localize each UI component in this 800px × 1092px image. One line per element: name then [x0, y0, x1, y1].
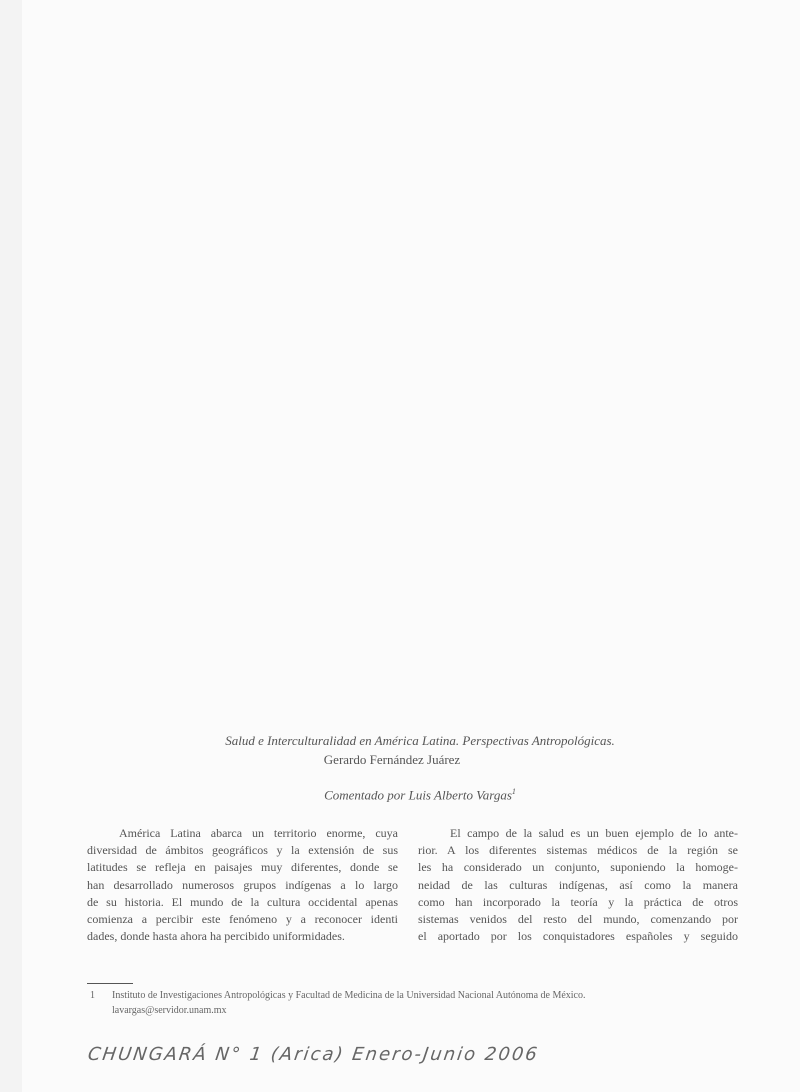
- text-line: les ha considerado un conjunto, suponiendo la homoge-: [418, 860, 738, 875]
- footnote-ref: 1: [511, 787, 516, 796]
- text-line: el aportado por los conquistadores españoles y seguido: [418, 929, 738, 944]
- article-author: Gerardo Fernández Juárez: [323, 752, 461, 767]
- text-line: como han incorporado la teoría y la práctica de otros: [418, 894, 738, 909]
- text-line: dades, donde hasta ahora ha percibido uniformidades.: [87, 929, 345, 944]
- text-line: diversidad de ámbitos geográficos y la extensión de sus: [87, 843, 398, 858]
- left-column: [87, 825, 398, 945]
- commentator-line: [20, 787, 800, 803]
- text-line: latitudes se refleja en paisajes muy diferentes, donde se: [87, 860, 398, 875]
- handwritten-note: CHUNGARÁ N° 1 (Arica) Enero-Junio 2006: [86, 1044, 541, 1065]
- text-line: sistemas venidos del resto del mundo, comenzando por: [418, 912, 738, 927]
- text-line: comienza a percibir este fenómeno y a reconocer identi: [87, 912, 398, 927]
- article-title: Salud e Interculturalidad en América Latina. Perspectivas Antropológicas.: [225, 733, 615, 748]
- commentator: Comentado por Luis Alberto Vargas: [324, 787, 512, 803]
- footnote-number: 1: [90, 990, 95, 1001]
- footnote-affiliation: Instituto de Investigaciones Antropológicas y Facultad de Medicina de la Universidad Nacional Autónoma de México.: [112, 990, 586, 1001]
- text-line: han desarrollado numerosos grupos indígenas a lo largo: [87, 877, 398, 892]
- text-line: de su historia. El mundo de la cultura occidental apenas: [87, 894, 398, 909]
- text-line: América Latina abarca un territorio enorme, cuya: [119, 826, 398, 840]
- right-column: [418, 825, 738, 945]
- text-line: neidad de las culturas indígenas, así como la manera: [418, 877, 738, 892]
- text-line: rior. A los diferentes sistemas médicos de la región se: [418, 843, 738, 858]
- footnote-rule: [87, 983, 133, 984]
- scan-edge: [0, 0, 22, 1092]
- text-line: El campo de la salud es un buen ejemplo de lo ante-: [450, 826, 738, 840]
- footnote-email: lavargas@servidor.unam.mx: [112, 1005, 227, 1016]
